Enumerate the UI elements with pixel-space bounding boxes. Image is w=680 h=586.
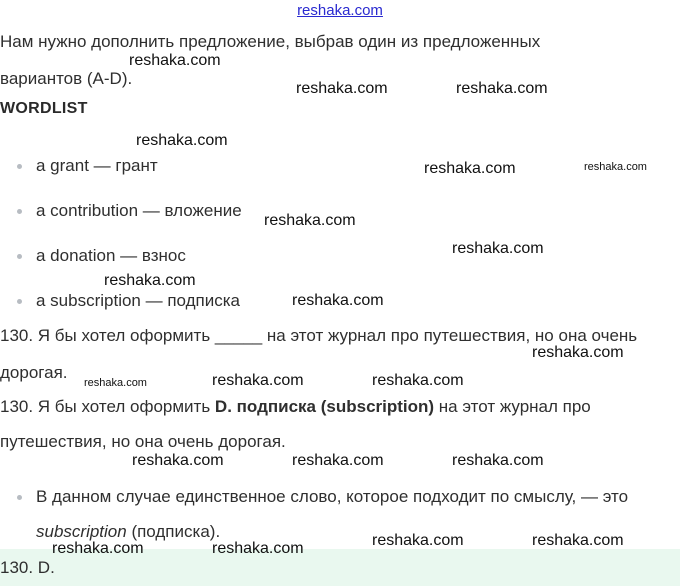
watermark: reshaka.com (456, 80, 548, 97)
intro-line-2: вариантов (A-D). (0, 69, 133, 88)
watermark: reshaka.com (532, 532, 624, 549)
explanation-line-1: В данном случае единственное слово, которое подходит по смыслу, — это (36, 487, 629, 506)
watermark: reshaka.com (532, 344, 624, 361)
question-line-2: дорогая. (0, 363, 68, 382)
watermark: reshaka.com (212, 372, 304, 389)
answer-line-1 (0, 396, 591, 418)
wordlist-item: a subscription — подписка (36, 291, 241, 310)
bullet-icon (17, 209, 22, 214)
watermark: reshaka.com (136, 132, 228, 149)
wordlist-item: a grant — грант (36, 156, 158, 175)
explanation-rest: (подписка). (126, 522, 221, 541)
answer-prefix: 130. Я бы хотел оформить (0, 397, 215, 416)
explanation-word: subscription (36, 522, 127, 541)
watermark: reshaka.com (424, 160, 516, 177)
watermark: reshaka.com (292, 292, 384, 309)
watermark: reshaka.com (132, 452, 224, 469)
watermark: reshaka.com (104, 272, 196, 289)
watermark: reshaka.com (584, 161, 647, 173)
watermark: reshaka.com (372, 532, 464, 549)
answer-suffix: на этот журнал про (434, 397, 591, 416)
answer-choice: D. подписка (subscription) (214, 397, 435, 416)
watermark: reshaka.com (452, 240, 544, 257)
watermark: reshaka.com (52, 540, 144, 557)
answer-line-2: путешествия, но она очень дорогая. (0, 432, 286, 451)
intro-line-1: Нам нужно дополнить предложение, выбрав один из предложенных (0, 32, 541, 51)
watermark: reshaka.com (296, 80, 388, 97)
watermark: reshaka.com (452, 452, 544, 469)
bullet-icon (17, 495, 22, 500)
bullet-icon (17, 299, 22, 304)
watermark: reshaka.com (212, 540, 304, 557)
watermark: reshaka.com (372, 372, 464, 389)
question-line-1: 130. Я бы хотел оформить _____ на этот журнал про путешествия, но она очень (0, 326, 638, 345)
site-header-link[interactable]: reshaka.com (297, 2, 383, 19)
bullet-icon (17, 164, 22, 169)
watermark: reshaka.com (264, 212, 356, 229)
watermark: reshaka.com (129, 52, 221, 69)
bullet-icon (17, 254, 22, 259)
wordlist-item: a donation — взнос (36, 246, 186, 265)
wordlist-item: a contribution — вложение (36, 201, 242, 220)
wordlist-heading: WORDLIST (0, 100, 88, 117)
final-answer: 130. D. (0, 558, 55, 577)
watermark: reshaka.com (292, 452, 384, 469)
watermark: reshaka.com (84, 377, 147, 389)
